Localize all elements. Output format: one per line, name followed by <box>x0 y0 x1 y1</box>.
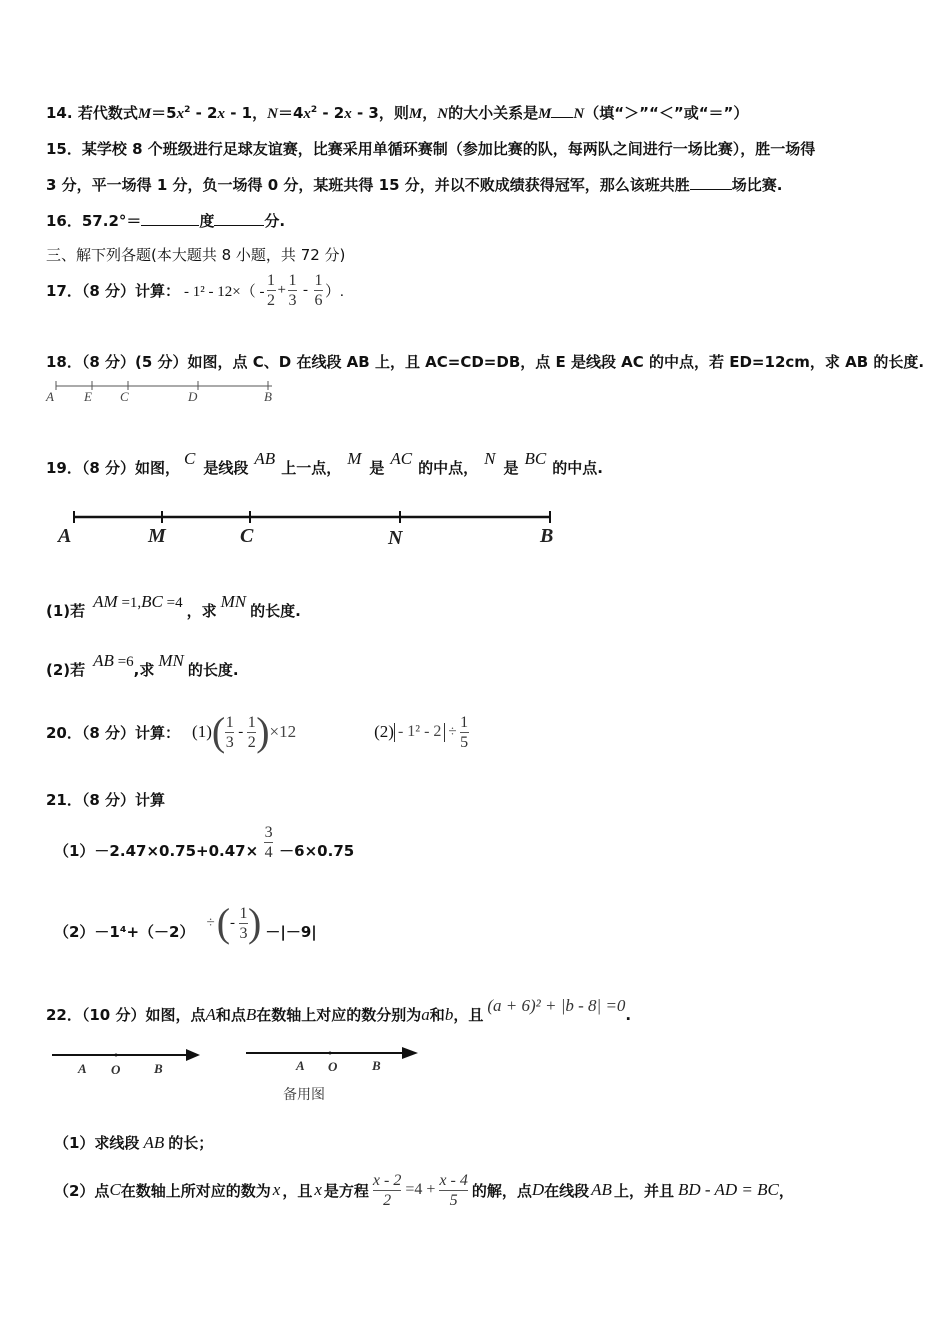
question-15-line1: 15．某学校 8 个班级进行足球友谊赛，比赛采用单循环赛制（参加比赛的队，每两队之间进行一场比赛），胜一场得 <box>46 140 816 158</box>
q19-text: 的长度. <box>187 661 239 679</box>
q19-text: 的长度. <box>250 602 301 620</box>
q14-m2x: - 2 <box>190 104 218 122</box>
point-label: A <box>58 525 72 547</box>
q21-sub2 <box>54 900 317 958</box>
q22-spare-number-line <box>244 1044 424 1078</box>
section-heading: 三、解下列各题(本大题共 8 小题，共 72 分) <box>46 246 346 264</box>
axis-label: B <box>372 1058 381 1073</box>
q19-text: 是线段 <box>203 459 249 477</box>
q14-text3: （填“＞”“＜”或“＝”） <box>584 104 749 122</box>
point-label: A <box>46 389 54 404</box>
q21-expr: －|－9| <box>265 922 317 941</box>
paren-left: ( <box>216 900 231 945</box>
point-label: N <box>388 527 403 548</box>
var-A: A <box>205 1005 216 1024</box>
q14-m1: - 1， <box>224 104 268 122</box>
answer-blank[interactable] <box>141 211 199 226</box>
var-M: M <box>137 106 152 122</box>
var-AB: AB <box>254 449 276 468</box>
answer-blank[interactable] <box>551 103 573 118</box>
paren-left: ( <box>211 709 226 754</box>
paren-right: ) <box>248 900 262 945</box>
q22-text: 的解，点 <box>471 1181 532 1200</box>
fraction: $\frac{3}{4}$ <box>264 823 273 861</box>
plus: + <box>277 281 286 298</box>
q21-expr: （1）－2.47×0.75+0.47× <box>54 841 259 860</box>
sub-label: （2）点 <box>54 1181 110 1200</box>
q22-relation: BD - AD = BC <box>677 1180 779 1199</box>
var-M: M <box>347 449 362 468</box>
q14-comma: ， <box>422 104 438 122</box>
spare-figure-caption: 备用图 <box>283 1087 325 1103</box>
question-19 <box>46 449 603 478</box>
q22-text: 的长； <box>168 1134 214 1152</box>
q17-label: 17．（8 分）计算： <box>46 281 181 300</box>
sub-label: (2)若 <box>46 661 86 679</box>
q19-label: 19．（8 分）如图， <box>46 459 181 477</box>
q19-text: ，求 <box>186 602 217 620</box>
sub-label: (1)若 <box>46 602 86 620</box>
q22-number-line <box>50 1046 210 1080</box>
q22-text: 和 <box>429 1006 445 1024</box>
q19-text: 上一点， <box>281 459 342 477</box>
sub-label: (2) <box>374 722 394 741</box>
q21-expr: －6×0.75 <box>279 841 355 860</box>
question-21: 21．（8 分）计算 <box>46 791 166 809</box>
var-a: a <box>421 1005 430 1024</box>
var-x: x <box>303 106 311 122</box>
q22-text: 上，并且 <box>613 1181 674 1200</box>
q22-text: 在数轴上对应的数分别为 <box>256 1006 422 1024</box>
q20-label: 20．（8 分）计算： <box>46 723 181 742</box>
var-N: N <box>267 106 278 122</box>
value: =4 <box>162 595 183 611</box>
q19-segment-figure <box>52 508 572 548</box>
fraction: $\frac{1}{5}$ <box>460 713 469 751</box>
question-17 <box>46 268 344 312</box>
question-22 <box>46 996 632 1025</box>
question-14 <box>46 102 748 123</box>
q14-sq: 2 <box>184 105 191 115</box>
q21-sub1 <box>54 820 354 880</box>
point-label: M <box>148 525 166 547</box>
q16-min: 分. <box>264 212 286 230</box>
var-x: x <box>176 106 185 122</box>
q19-text: 是 <box>503 459 519 477</box>
q19-sub1 <box>46 592 301 621</box>
q22-text: 在线段 <box>544 1181 590 1200</box>
fraction: $\frac{1}{3}$ <box>239 904 248 942</box>
q22-sub2 <box>54 1166 794 1214</box>
q21-expr: （2）－1⁴+（－2） <box>54 922 195 941</box>
abs-value: - 1² - 2 <box>394 723 445 742</box>
paren-right: ) <box>256 709 270 754</box>
q17-expr: - 1² - 12×（ - <box>184 283 265 300</box>
q22-text: 是方程 <box>323 1181 369 1200</box>
var-N: N <box>484 449 496 468</box>
var-N: N <box>437 106 449 122</box>
q14-number: 14. <box>46 104 73 122</box>
value: =6 <box>113 654 134 670</box>
point-label: B <box>264 389 272 404</box>
q15-text: 3 分，平一场得 1 分，负一场得 0 分，某班共得 15 分，并以不败成绩获得冠军，那么该班共胜 <box>46 176 690 194</box>
sub-label: （1）求线段 <box>54 1134 140 1152</box>
question-18: 18．（8 分）(5 分）如图，点 C、D 在线段 AB 上，且 AC=CD=DB，点 E 是线段 AC 的中点，若 ED=12cm，求 AB 的长度. <box>46 353 925 371</box>
divide: ÷ <box>448 723 457 740</box>
fraction: $\frac{x - 4}{5}$ <box>439 1171 468 1209</box>
q19-text: ,求 <box>133 661 155 679</box>
question-20 <box>46 706 469 758</box>
answer-blank[interactable] <box>214 211 264 226</box>
point-label: B <box>540 525 554 547</box>
q19-text: 的中点， <box>418 459 479 477</box>
var-BC: BC <box>141 592 163 611</box>
axis-label: O <box>111 1062 121 1077</box>
q22-text: ，且 <box>453 1006 484 1024</box>
value: =1 <box>117 595 138 611</box>
axis-label: B <box>154 1061 163 1076</box>
var-MN: MN <box>220 592 247 611</box>
fraction: $\frac{1}{2}$ <box>267 271 275 309</box>
var-C: C <box>184 449 196 468</box>
sep: , <box>137 595 142 611</box>
var-AC: AC <box>390 449 413 468</box>
var-AB: AB <box>591 1180 612 1199</box>
q19-sub2 <box>46 651 239 680</box>
q22-text: 和点 <box>215 1006 246 1024</box>
q22-end: . <box>625 1006 632 1024</box>
fraction: $\frac{1}{3}$ <box>225 713 234 751</box>
var-BC: BC <box>524 449 547 468</box>
q19-text: 是 <box>369 459 385 477</box>
q22-text: ，且 <box>282 1181 313 1200</box>
point-label: C <box>120 389 129 404</box>
divide: ÷ <box>206 914 215 931</box>
q15-text-end: 场比赛. <box>731 176 783 194</box>
q16-deg: 度 <box>199 212 215 230</box>
q22-expr: (a + 6)² + |b - 8| =0 <box>487 996 626 1015</box>
q14-m3: - 3，则 <box>351 104 409 122</box>
q14-text: 若代数式 <box>77 104 138 122</box>
var-AM: AM <box>93 592 118 611</box>
var-x: x <box>344 106 352 122</box>
axis-label: A <box>78 1061 87 1076</box>
q14-sq: 2 <box>310 105 318 115</box>
var-N: N <box>573 106 585 122</box>
var-MN: MN <box>158 651 184 670</box>
fraction: $\frac{x - 2}{2}$ <box>372 1171 402 1209</box>
var-C: C <box>109 1180 121 1199</box>
var-x: x <box>217 106 225 122</box>
q14-eqN: ＝4 <box>277 104 304 122</box>
var-M: M <box>538 106 552 122</box>
q22-label: 22．（10 分）如图，点 <box>46 1006 206 1024</box>
q17-end: ）. <box>324 283 344 300</box>
fraction: $\frac{1}{6}$ <box>314 271 323 309</box>
question-16 <box>46 210 285 231</box>
fraction: $\frac{1}{3}$ <box>288 271 297 309</box>
q14-eqM: ＝5 <box>151 104 177 122</box>
question-15-line2 <box>46 174 782 195</box>
point-label: C <box>240 525 254 547</box>
q22-sub1 <box>54 1132 213 1153</box>
minus: - <box>302 281 308 298</box>
answer-blank[interactable] <box>690 175 732 190</box>
q22-eq: =4 + <box>405 1181 436 1198</box>
sub-label: (1) <box>192 722 212 741</box>
var-AB: AB <box>143 1133 165 1152</box>
var-x: x <box>272 1180 281 1199</box>
q22-text: 在数轴上所对应的数为 <box>120 1181 271 1200</box>
q22-end: ， <box>778 1181 794 1200</box>
minus: - <box>230 914 236 931</box>
q20-times: ×12 <box>269 722 297 741</box>
q14-text2: 的大小关系是 <box>448 104 539 122</box>
var-AB: AB <box>93 651 114 670</box>
minus: - <box>238 723 244 740</box>
var-b: b <box>444 1005 454 1024</box>
q19-text: 的中点. <box>552 459 603 477</box>
var-M: M <box>408 106 423 122</box>
q16-text: 16．57.2°＝ <box>46 212 142 230</box>
var-D: D <box>531 1180 545 1199</box>
axis-label: O <box>328 1059 338 1074</box>
point-label: D <box>188 389 198 404</box>
var-x: x <box>314 1180 322 1199</box>
fraction: $\frac{1}{2}$ <box>247 713 256 751</box>
q14-m2x: - 2 <box>317 104 345 122</box>
axis-label: A <box>296 1058 305 1073</box>
var-B: B <box>245 1005 257 1024</box>
point-label: E <box>84 389 92 404</box>
q18-segment-figure <box>44 378 284 406</box>
